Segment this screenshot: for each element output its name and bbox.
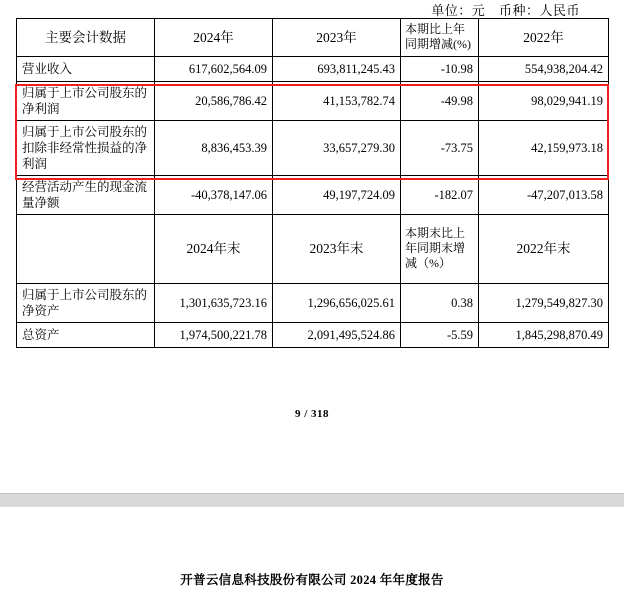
header-2023: 2023年 <box>273 19 401 57</box>
row-value-2023: 33,657,279.30 <box>273 120 401 175</box>
row-value-change: 0.38 <box>401 283 479 322</box>
row-value-change: -10.98 <box>401 56 479 81</box>
row-value-2022: -47,207,013.58 <box>479 175 609 214</box>
unit-note-currency-type: 币种：人民币 <box>498 3 580 18</box>
header2-2024: 2024年末 <box>155 214 273 283</box>
header2-metric <box>17 214 155 283</box>
row-value-2024: 20,586,786.42 <box>155 81 273 120</box>
row-value-2023: 1,296,656,025.61 <box>273 283 401 322</box>
header2-2023: 2023年末 <box>273 214 401 283</box>
row-value-2024: 617,602,564.09 <box>155 56 273 81</box>
page-separator <box>0 493 624 507</box>
page-number: 9 / 318 <box>294 408 330 420</box>
row-metric: 总资产 <box>17 322 155 347</box>
unit-note-currency-unit: 单位：元 <box>431 3 486 18</box>
row-value-change: -49.98 <box>401 81 479 120</box>
row-value-change: -5.59 <box>401 322 479 347</box>
row-value-2022: 554,938,204.42 <box>479 56 609 81</box>
financial-table <box>16 18 609 348</box>
row-metric: 归属于上市公司股东的扣除非经常性损益的净利润 <box>17 120 155 175</box>
row-value-2024: 1,974,500,221.78 <box>155 322 273 347</box>
table-row <box>17 120 609 175</box>
row-value-2022: 98,029,941.19 <box>479 81 609 120</box>
row-value-2023: 49,197,724.09 <box>273 175 401 214</box>
row-value-2022: 42,159,973.18 <box>479 120 609 175</box>
table-header-row <box>17 19 609 57</box>
table-row <box>17 322 609 347</box>
row-value-2023: 2,091,495,524.86 <box>273 322 401 347</box>
page-separator-edge <box>0 493 624 494</box>
table-row <box>17 81 609 120</box>
row-metric: 经营活动产生的现金流量净额 <box>17 175 155 214</box>
row-value-change: -73.75 <box>401 120 479 175</box>
table-row <box>17 283 609 322</box>
document-footer: 开普云信息科技股份有限公司 2024 年年度报告 <box>180 573 444 587</box>
row-value-2024: 1,301,635,723.16 <box>155 283 273 322</box>
row-value-2023: 41,153,782.74 <box>273 81 401 120</box>
row-value-2022: 1,845,298,870.49 <box>479 322 609 347</box>
row-value-2024: -40,378,147.06 <box>155 175 273 214</box>
row-metric: 归属于上市公司股东的净资产 <box>17 283 155 322</box>
table-header-row-2 <box>17 214 609 283</box>
row-metric: 营业收入 <box>17 56 155 81</box>
row-value-2022: 1,279,549,827.30 <box>479 283 609 322</box>
header2-change: 本期末比上年同期末增减（%） <box>401 214 479 283</box>
header-metric: 主要会计数据 <box>17 19 155 57</box>
financial-table-wrapper <box>16 18 608 348</box>
row-value-change: -182.07 <box>401 175 479 214</box>
row-metric: 归属于上市公司股东的净利润 <box>17 81 155 120</box>
header2-2022: 2022年末 <box>479 214 609 283</box>
table-row <box>17 175 609 214</box>
header-2022: 2022年 <box>479 19 609 57</box>
row-value-2023: 693,811,245.43 <box>273 56 401 81</box>
header-2024: 2024年 <box>155 19 273 57</box>
table-row <box>17 56 609 81</box>
header-change: 本期比上年同期增减(%) <box>401 19 479 57</box>
row-value-2024: 8,836,453.39 <box>155 120 273 175</box>
unit-note <box>0 0 624 18</box>
